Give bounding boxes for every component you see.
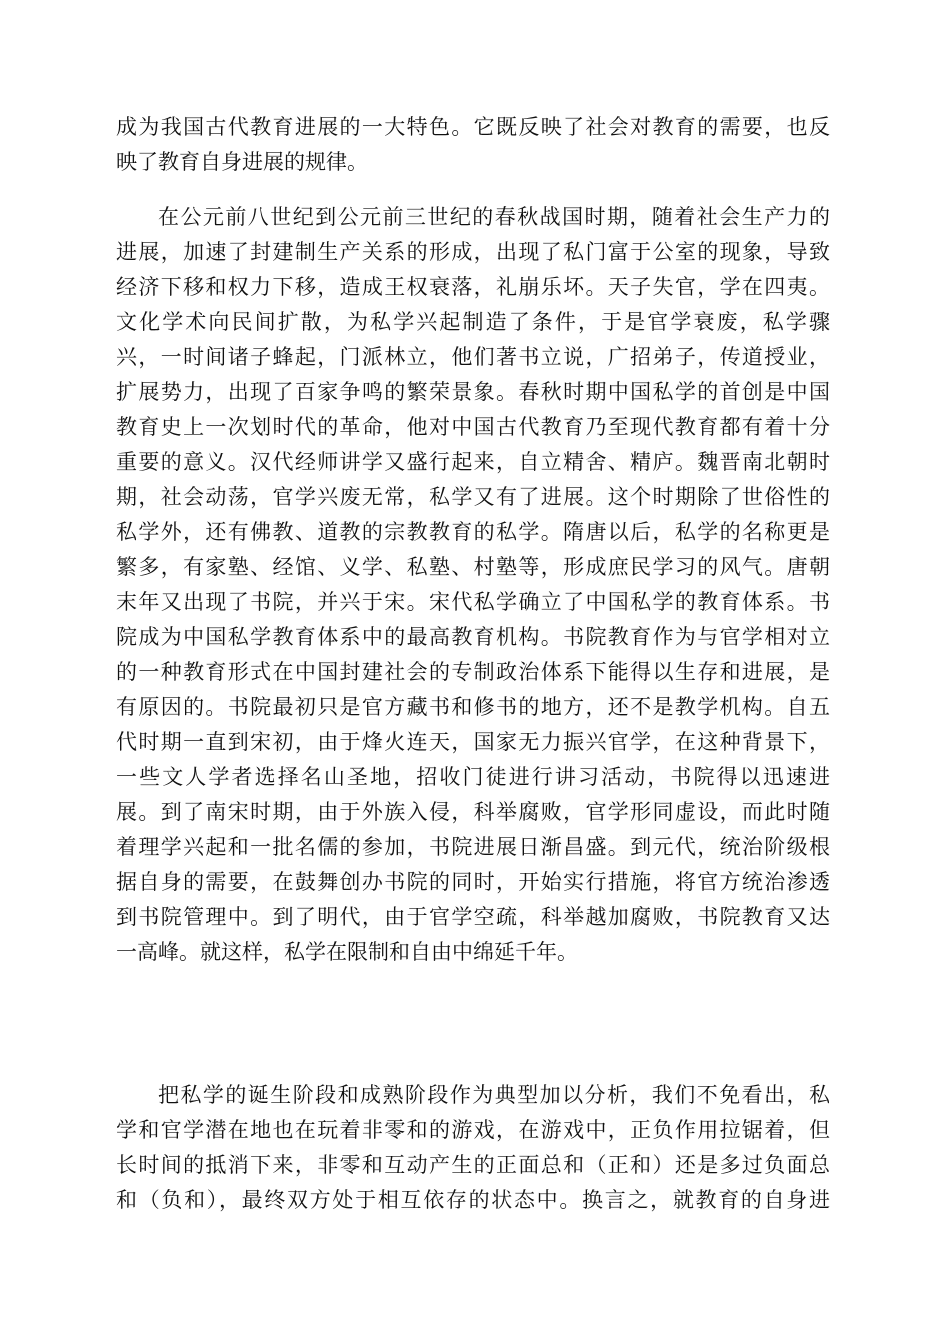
paragraph-line: 私学外，还有佛教、道教的宗教教育的私学。隋唐以后，私学的名称更是 <box>116 520 830 544</box>
paragraph-line: 展。到了南宋时期，由于外族入侵，科举腐败，官学形同虚设，而此时随 <box>116 800 830 824</box>
paragraph-line: 的一种教育形式在中国封建社会的专制政治体系下能得以生存和进展，是 <box>116 660 830 684</box>
paragraph-line: 和（负和），最终双方处于相互依存的状态中。换言之，就教育的自身进 <box>116 1188 830 1212</box>
paragraph-line: 到书院管理中。到了明代，由于官学空疏，科举越加腐败，书院教育又达 <box>116 905 830 929</box>
paragraph-1 <box>116 110 830 180</box>
paragraph-line: 成为我国古代教育进展的一大特色。它既反映了社会对教育的需要，也反 <box>116 115 830 139</box>
paragraph-line: 进展，加速了封建制生产关系的形成，出现了私门富于公室的现象，导致 <box>116 240 830 264</box>
paragraph-line: 一高峰。就这样，私学在限制和自由中绵延千年。 <box>116 940 578 964</box>
paragraph-2 <box>116 200 830 970</box>
paragraph-line: 繁多，有家塾、经馆、义学、私塾、村塾等，形成庶民学习的风气。唐朝 <box>116 555 830 579</box>
paragraph-line: 把私学的诞生阶段和成熟阶段作为典型加以分析，我们不免看出，私 <box>158 1083 830 1107</box>
paragraph-line: 扩展势力，出现了百家争鸣的繁荣景象。春秋时期中国私学的首创是中国 <box>116 380 830 404</box>
paragraph-line: 重要的意义。汉代经师讲学又盛行起来，自立精舍、精庐。魏晋南北朝时 <box>116 450 830 474</box>
paragraph-line: 学和官学潜在地也在玩着非零和的游戏，在游戏中，正负作用拉锯着，但 <box>116 1118 830 1142</box>
paragraph-line: 映了教育自身进展的规律。 <box>116 150 368 174</box>
paragraph-line: 期，社会动荡，官学兴废无常，私学又有了进展。这个时期除了世俗性的 <box>116 485 830 509</box>
paragraph-line: 教育史上一次划时代的革命，他对中国古代教育乃至现代教育都有着十分 <box>116 415 830 439</box>
paragraph-line: 据自身的需要，在鼓舞创办书院的同时，开始实行措施，将官方统治渗透 <box>116 870 830 894</box>
paragraph-line: 着理学兴起和一批名儒的参加，书院进展日渐昌盛。到元代，统治阶级根 <box>116 835 830 859</box>
paragraph-line: 一些文人学者选择名山圣地，招收门徒进行讲习活动，书院得以迅速进 <box>116 765 830 789</box>
paragraph-line: 在公元前八世纪到公元前三世纪的春秋战国时期，随着社会生产力的 <box>158 205 830 229</box>
paragraph-line: 代时期一直到宋初，由于烽火连天，国家无力振兴官学，在这种背景下， <box>116 730 830 754</box>
paragraph-line: 有原因的。书院最初只是官方藏书和修书的地方，还不是教学机构。自五 <box>116 695 830 719</box>
paragraph-line: 末年又出现了书院，并兴于宋。宋代私学确立了中国私学的教育体系。书 <box>116 590 830 614</box>
paragraph-line: 长时间的抵消下来，非零和互动产生的正面总和（正和）还是多过负面总 <box>116 1153 830 1177</box>
paragraph-line: 院成为中国私学教育体系中的最高教育机构。书院教育作为与官学相对立 <box>116 625 830 649</box>
paragraph-line: 文化学术向民间扩散，为私学兴起制造了条件，于是官学衰废，私学骤 <box>116 310 830 334</box>
paragraph-line: 兴，一时间诸子蜂起，门派林立，他们著书立说，广招弟子，传道授业， <box>116 345 830 369</box>
paragraph-3 <box>116 1078 830 1218</box>
paragraph-line: 经济下移和权力下移，造成王权衰落，礼崩乐坏。天子失官，学在四夷。 <box>116 275 830 299</box>
